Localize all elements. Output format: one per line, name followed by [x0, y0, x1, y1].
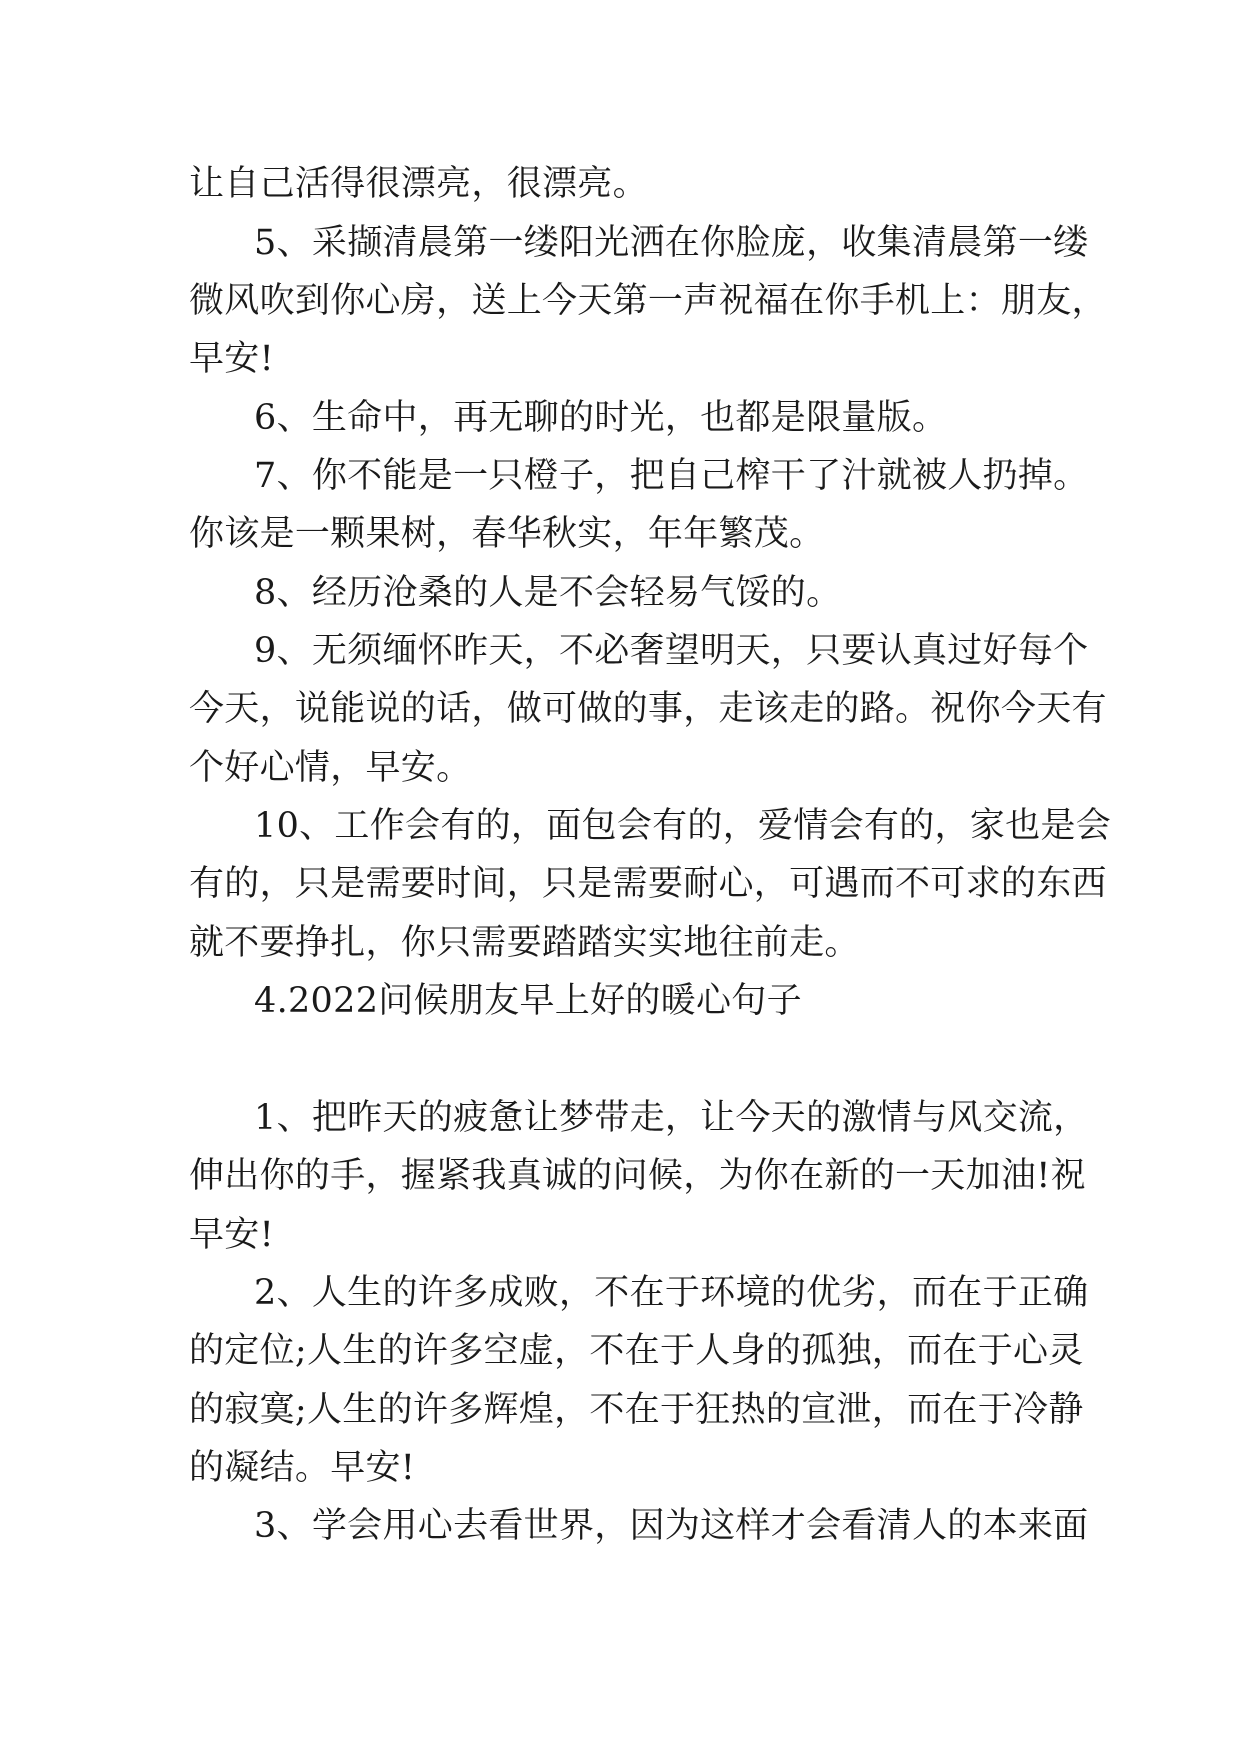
text-line: 伸出你的手，握紧我真诚的问候，为你在新的一天加油!祝 [189, 1156, 1086, 1196]
text-line: 8、经历沧桑的人是不会轻易气馁的。 [254, 573, 842, 613]
text-line: 2、人生的许多成败，不在于环境的优劣，而在于正确 [254, 1273, 1089, 1313]
text-line: 5、采撷清晨第一缕阳光洒在你脸庞，收集清晨第一缕 [254, 223, 1089, 263]
text-line: 让自己活得很漂亮，很漂亮。 [189, 164, 648, 204]
text-line: 10、工作会有的，面包会有的，爱情会有的，家也是会 [254, 806, 1112, 846]
text-line: 3、学会用心去看世界，因为这样才会看清人的本来面 [254, 1506, 1089, 1546]
text-line: 今天，说能说的话，做可做的事，走该走的路。祝你今天有 [189, 689, 1107, 729]
section-heading: 4.2022问候朋友早上好的暖心句子 [254, 981, 802, 1021]
text-line: 的定位;人生的许多空虚，不在于人身的孤独，而在于心灵 [189, 1331, 1084, 1371]
text-line: 7、你不能是一只橙子，把自己榨干了汁就被人扔掉。 [254, 456, 1089, 496]
text-line: 有的，只是需要时间，只是需要耐心，可遇而不可求的东西 [189, 864, 1107, 904]
text-line: 的凝结。早安! [189, 1448, 416, 1488]
text-line: 早安! [189, 339, 274, 379]
text-line: 就不要挣扎，你只需要踏踏实实地往前走。 [189, 923, 860, 963]
text-line: 早安! [189, 1215, 274, 1255]
text-line: 9、无须缅怀昨天，不必奢望明天，只要认真过好每个 [254, 631, 1089, 671]
text-line: 的寂寞;人生的许多辉煌，不在于狂热的宣泄，而在于冷静 [189, 1390, 1084, 1430]
text-line: 1、把昨天的疲惫让梦带走，让今天的激情与风交流， [254, 1098, 1089, 1138]
text-line: 个好心情，早安。 [189, 748, 472, 788]
text-line: 6、生命中，再无聊的时光，也都是限量版。 [254, 398, 948, 438]
text-line: 你该是一颗果树，春华秋实，年年繁茂。 [189, 514, 825, 554]
text-line: 微风吹到你心房，送上今天第一声祝福在你手机上：朋友， [189, 281, 1107, 321]
